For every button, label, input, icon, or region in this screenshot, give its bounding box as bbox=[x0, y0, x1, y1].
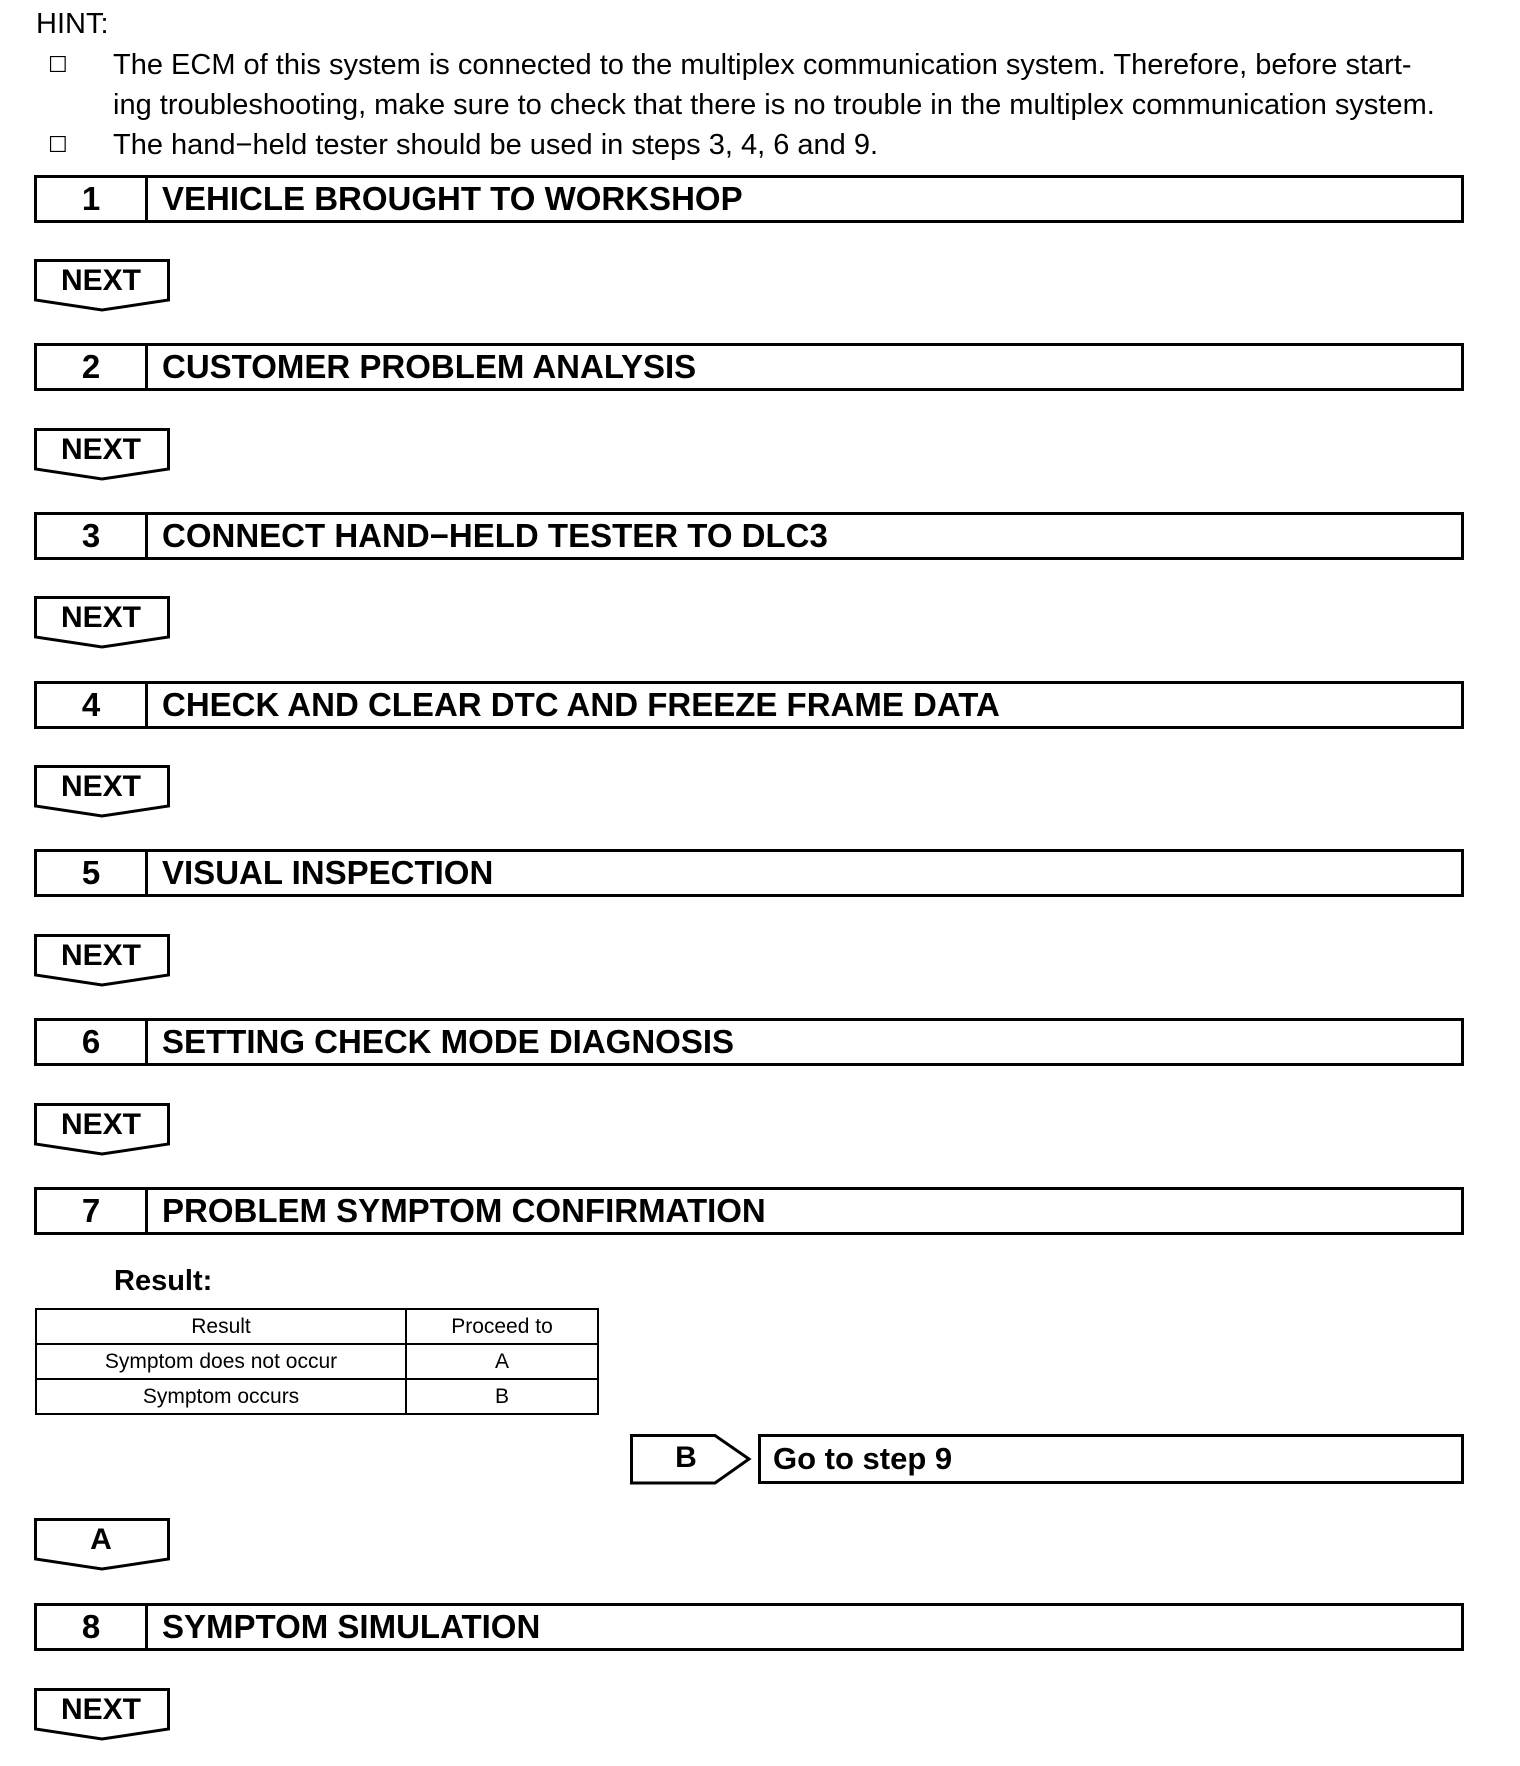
step-header bbox=[34, 1603, 1464, 1651]
hint-item-1-line-2: ing troubleshooting, make sure to check that there is no trouble in the multiplex communication system. bbox=[113, 89, 1435, 121]
step-number: 2 bbox=[37, 346, 148, 388]
hint-item-2: The hand−held tester should be used in steps 3, 4, 6 and 9. bbox=[113, 129, 879, 161]
next-label: NEXT bbox=[60, 1108, 141, 1141]
step-title: CUSTOMER PROBLEM ANALYSIS bbox=[162, 348, 697, 385]
go-to-step-box bbox=[758, 1434, 1464, 1484]
hint-item-1-line-1: The ECM of this system is connected to the multiplex communication system. Therefore, before start- bbox=[113, 49, 1412, 81]
step-number: 3 bbox=[37, 515, 148, 557]
branch-b-label: B bbox=[675, 1441, 697, 1474]
step-title: VEHICLE BROUGHT TO WORKSHOP bbox=[162, 180, 743, 217]
result-table bbox=[35, 1308, 599, 1415]
result-label: Result: bbox=[114, 1265, 213, 1297]
table-header-row bbox=[36, 1309, 598, 1344]
table-row bbox=[36, 1379, 598, 1414]
step-title: PROBLEM SYMPTOM CONFIRMATION bbox=[162, 1192, 766, 1229]
branch-a-label: A bbox=[90, 1523, 112, 1556]
table-cell: B bbox=[406, 1379, 598, 1414]
next-label: NEXT bbox=[60, 264, 141, 297]
step-title: VISUAL INSPECTION bbox=[162, 854, 494, 891]
next-arrow bbox=[34, 596, 172, 650]
branch-a-arrow bbox=[34, 1518, 172, 1572]
step-number: 7 bbox=[37, 1190, 148, 1232]
step-header bbox=[34, 175, 1464, 223]
step-header bbox=[34, 681, 1464, 729]
step-title: CONNECT HAND−HELD TESTER TO DLC3 bbox=[162, 517, 828, 554]
step-header bbox=[34, 343, 1464, 391]
table-cell: Symptom does not occur bbox=[36, 1344, 406, 1379]
next-arrow bbox=[34, 259, 172, 313]
step-number: 8 bbox=[37, 1606, 148, 1648]
go-to-step-text: Go to step 9 bbox=[773, 1441, 953, 1476]
step-number: 4 bbox=[37, 684, 148, 726]
branch-b-arrow bbox=[630, 1434, 752, 1486]
next-arrow bbox=[34, 1103, 172, 1157]
next-label: NEXT bbox=[60, 433, 141, 466]
step-title: SYMPTOM SIMULATION bbox=[162, 1608, 541, 1645]
step-header bbox=[34, 1018, 1464, 1066]
next-label: NEXT bbox=[60, 770, 141, 803]
next-arrow bbox=[34, 765, 172, 819]
checkbox-bullet-icon: ☐ bbox=[48, 132, 68, 157]
next-arrow bbox=[34, 1688, 172, 1742]
step-header bbox=[34, 849, 1464, 897]
table-cell: A bbox=[406, 1344, 598, 1379]
table-row bbox=[36, 1344, 598, 1379]
table-cell: Symptom occurs bbox=[36, 1379, 406, 1414]
next-arrow bbox=[34, 428, 172, 482]
next-arrow bbox=[34, 934, 172, 988]
table-header-cell: Proceed to bbox=[406, 1309, 598, 1344]
step-number: 6 bbox=[37, 1021, 148, 1063]
hint-title: HINT: bbox=[36, 8, 109, 40]
step-title: SETTING CHECK MODE DIAGNOSIS bbox=[162, 1023, 735, 1060]
step-number: 1 bbox=[37, 178, 148, 220]
step-header bbox=[34, 512, 1464, 560]
step-number: 5 bbox=[37, 852, 148, 894]
table-header-cell: Result bbox=[36, 1309, 406, 1344]
next-label: NEXT bbox=[60, 939, 141, 972]
step-title: CHECK AND CLEAR DTC AND FREEZE FRAME DATA bbox=[162, 686, 1000, 723]
checkbox-bullet-icon: ☐ bbox=[48, 52, 68, 77]
next-label: NEXT bbox=[60, 601, 141, 634]
step-header bbox=[34, 1187, 1464, 1235]
next-label: NEXT bbox=[60, 1693, 141, 1726]
